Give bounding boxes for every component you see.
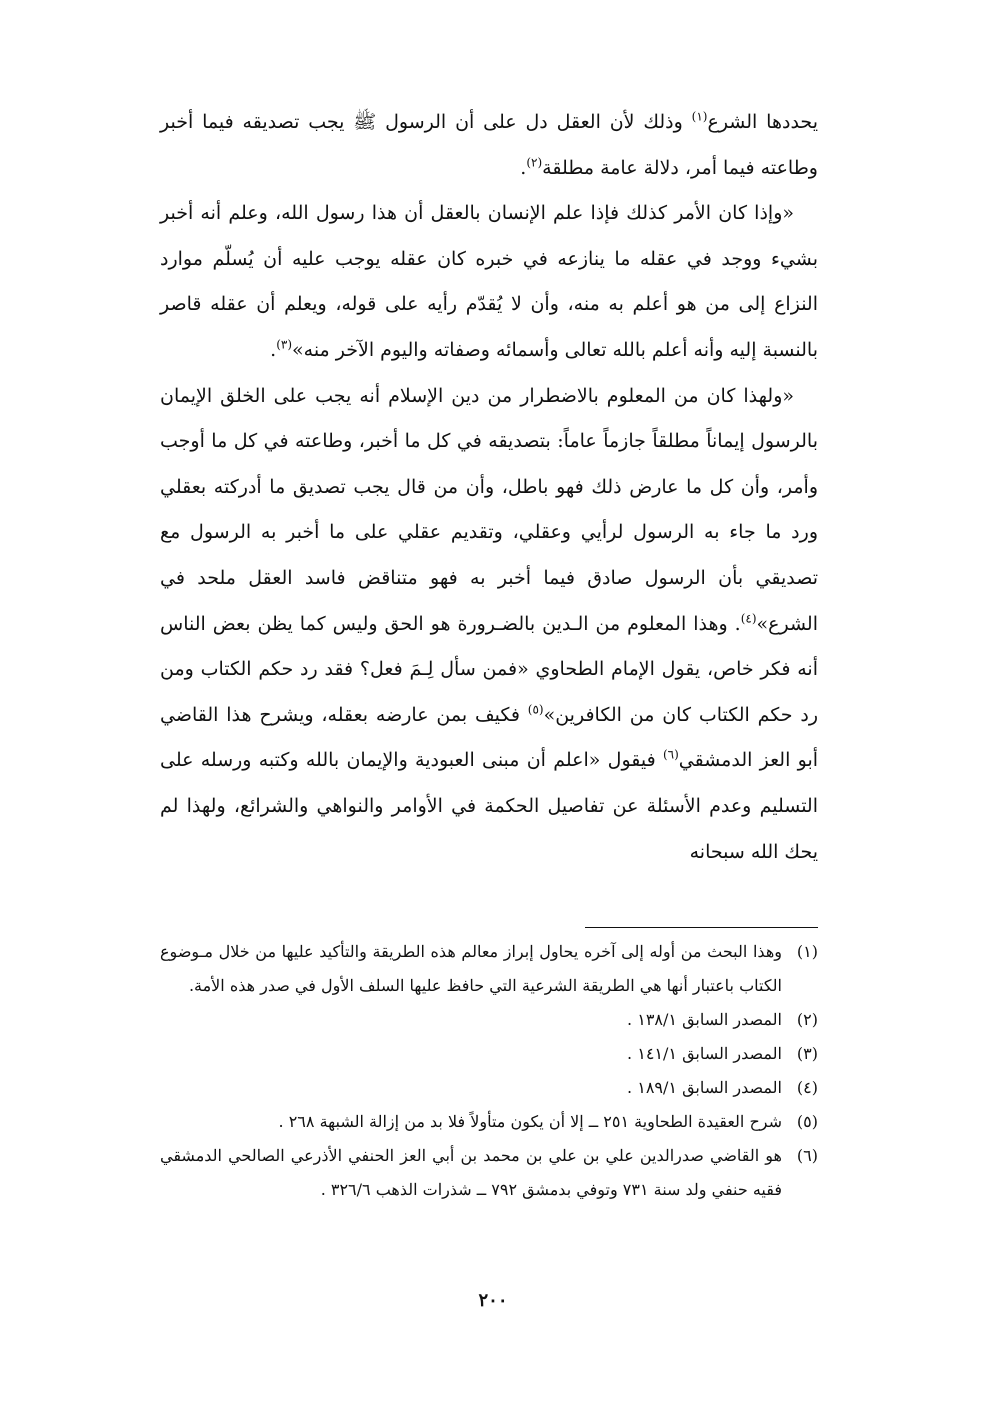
paragraph-1 bbox=[160, 100, 818, 191]
paragraph-3-text-a: «ولهذا كان من المعلوم بالاضطرار من دين الإسلام أنه يجب على الخلق الإيمان بالرسول إيماناً مطلقاً جازماً عاماً: بتصديقه في كل ما أخبر، وطاعته في كل ما أوجب وأمر، وأن كل ما عارض ذلك فهو باطل، وأن من قال يجب تصديق ما أدركته بعقلي ورد ما جاء به الرسول لرأيي وعقلي، وتقديم عقلي على ما أخبر به الرسول مع تصديقي بأن الرسول صادق فيما أخبر به فهو متناقض فاسد العقل ملحد في الشرع» bbox=[160, 384, 818, 635]
paragraph-3-text-c: فكيف بمن عارضه بعقله، ويشرح هذا القاضي أبو العز الدمشقي bbox=[160, 703, 819, 772]
footnote-3 bbox=[160, 1037, 818, 1071]
paragraph-1-text-b: وذلك لأن العقل دل على أن الرسول ﷺ يجب تصديقه فيما أخبر وطاعته فيما أمر، دلالة عامة مطلقة bbox=[160, 111, 818, 179]
paragraph-1-text-c: . bbox=[520, 156, 527, 179]
paragraph-3-text-d: فيقول «اعلم أن مبنى العبودية والإيمان بالله وكتبه ورسله على التسليم وعدم الأسئلة عن تفاصيل الحكمة في الأوامر والنواهي والشرائع، ولهذا لم يحك الله سبحانه bbox=[160, 749, 818, 863]
footnote-separator bbox=[585, 927, 818, 928]
footnote-ref-1[interactable]: (١) bbox=[691, 109, 708, 124]
footnote-number: (٦) bbox=[796, 1146, 818, 1165]
footnote-text: شرح العقيدة الطحاوية ٢٥١ ــ إلا أن يكون متأولاً فلا بد من إزالة الشبهة ٢٦٨ . bbox=[278, 1112, 782, 1131]
footnote-text: هو القاضي صدرالدين علي بن علي بن محمد بن أبي العز الحنفي الأذرعي الصالحي الدمشقي فقيه حنفي ولد سنة ٧٣١ وتوفي بدمشق ٧٩٢ ــ شذرات الذهب ٣٢٦/٦ . bbox=[160, 1146, 782, 1199]
footnote-1 bbox=[160, 935, 818, 1003]
footnote-text: المصدر السابق ١٤١/١ . bbox=[627, 1044, 782, 1063]
paragraph-3-text-b: . وهذا المعلوم من الـدين بالضـرورة هو الحق وليس كما يظن بعض الناس أنه فكر خاص، يقول الإمام الطحاوي «فمن سأل لِـمَ فعل؟ فقد رد حكم الكتاب ومن رد حكم الكتاب كان من الكافرين» bbox=[160, 612, 819, 726]
footnote-ref-2[interactable]: (٢) bbox=[526, 155, 543, 170]
main-text-block bbox=[160, 100, 818, 875]
footnote-ref-4[interactable]: (٤) bbox=[740, 611, 757, 626]
footnote-ref-6[interactable]: (٦) bbox=[662, 747, 679, 762]
footnote-text: المصدر السابق ١٨٩/١ . bbox=[627, 1078, 782, 1097]
footnote-2 bbox=[160, 1003, 818, 1037]
footnote-ref-3[interactable]: (٣) bbox=[276, 337, 293, 352]
paragraph-3 bbox=[160, 374, 818, 876]
footnotes-block bbox=[160, 935, 818, 1207]
page-number: ٢٠٠ bbox=[478, 1290, 508, 1311]
paragraph-2-text-a: «وإذا كان الأمر كذلك فإذا علم الإنسان بالعقل أن هذا رسول الله، وعلم أنه أخبر بشيء ووجد في عقله ما ينازعه في خبره كان عقله يوجب عليه أن يُسلّم موارد النزاع إلى من هو أعلم به منه، وأن لا يُقدّم رأيه على قوله، ويعلم أن عقله قاصر بالنسبة إليه وأنه أعلم بالله تعالى وأسمائه وصفاته واليوم الآخر منه» bbox=[160, 202, 818, 361]
footnote-number: (٥) bbox=[796, 1112, 818, 1131]
paragraph-2 bbox=[160, 191, 818, 373]
footnote-number: (١) bbox=[796, 942, 818, 961]
paragraph-2-text-b: . bbox=[270, 338, 277, 361]
footnote-4 bbox=[160, 1071, 818, 1105]
footnote-number: (٤) bbox=[796, 1078, 818, 1097]
footnote-number: (٢) bbox=[796, 1010, 818, 1029]
footnote-text: وهذا البحث من أوله إلى آخره يحاول إبراز معالم هذه الطريقة والتأكيد عليها من خلال مـوضوع الكتاب باعتبار أنها هي الطريقة الشرعية التي حافظ عليها السلف الأول في صدر هذه الأمة. bbox=[160, 942, 782, 995]
footnote-5 bbox=[160, 1105, 818, 1139]
paragraph-1-text-a: يحددها الشرع bbox=[707, 111, 818, 133]
footnote-number: (٣) bbox=[796, 1044, 818, 1063]
footnote-ref-5[interactable]: (٥) bbox=[527, 702, 544, 717]
footnote-6 bbox=[160, 1139, 818, 1207]
footnote-text: المصدر السابق ١٣٨/١ . bbox=[627, 1010, 782, 1029]
